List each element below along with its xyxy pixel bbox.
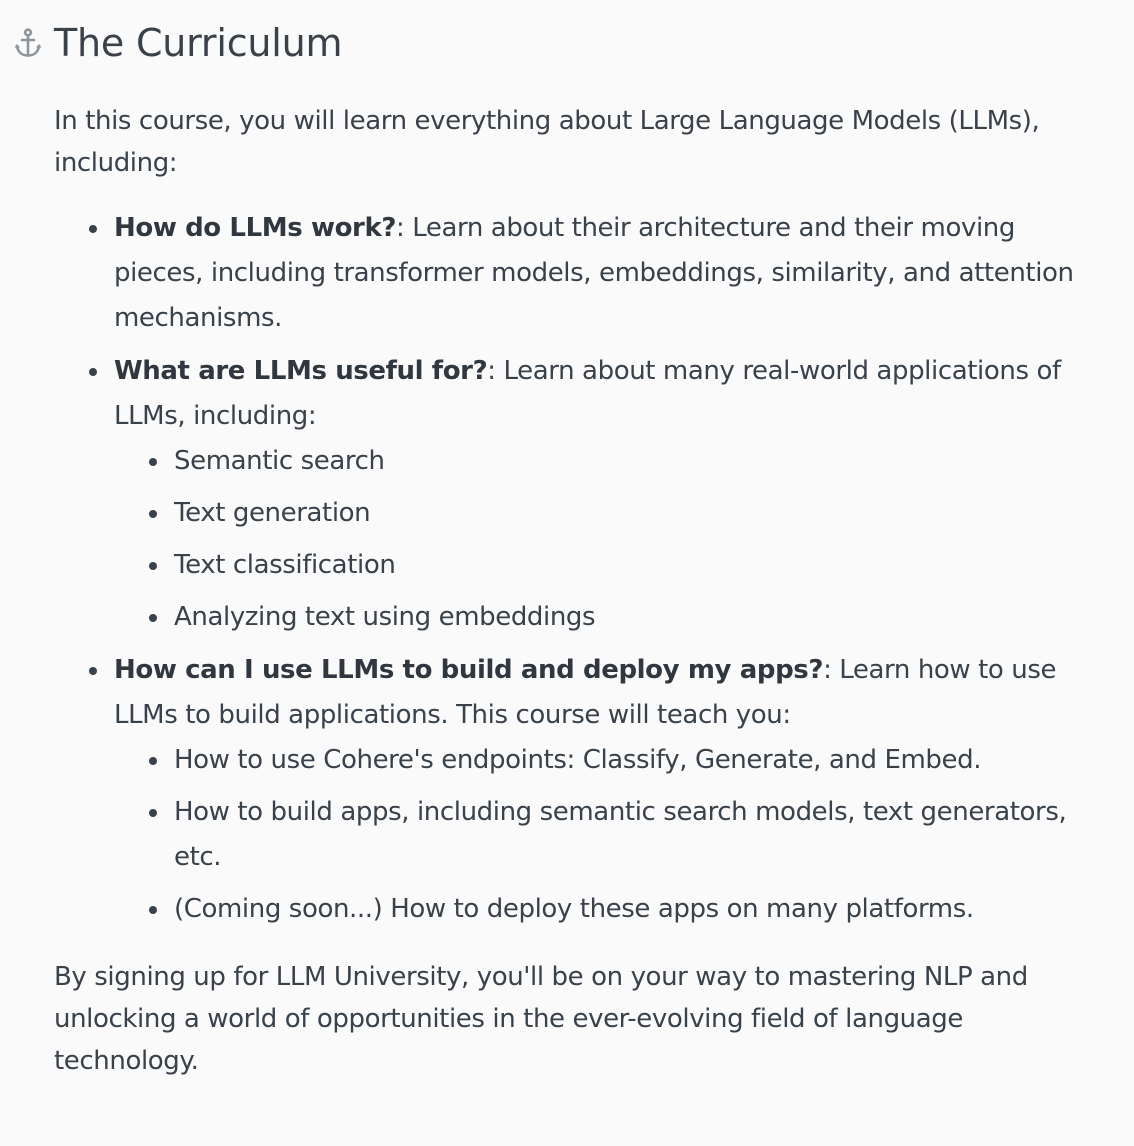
- curriculum-list: [54, 206, 1094, 932]
- list-item-text: : Learn how to use LLMs to build applications. This course will teach you:: [114, 655, 1057, 730]
- list-item-text: : Learn about their architecture and their moving pieces, including transformer models, embeddings, similarity, and attention mechanisms.: [114, 213, 1074, 333]
- list-item: [114, 349, 1094, 640]
- list-item-heading: How can I use LLMs to build and deploy my apps?: [114, 655, 824, 685]
- sub-list-item: Analyzing text using embeddings: [174, 595, 1094, 640]
- section-heading: [14, 18, 342, 68]
- sub-list-item: How to build apps, including semantic search models, text generators, etc.: [174, 790, 1094, 880]
- sub-list: [114, 738, 1094, 932]
- list-item: [114, 648, 1094, 932]
- sub-list-item: Text classification: [174, 543, 1094, 588]
- sub-list-item: (Coming soon...) How to deploy these apps on many platforms.: [174, 887, 1094, 932]
- list-item-text: : Learn about many real-world applications of LLMs, including:: [114, 356, 1061, 431]
- sub-list: [114, 439, 1094, 640]
- anchor-icon[interactable]: [14, 28, 42, 58]
- outro-paragraph: By signing up for LLM University, you'll be on your way to mastering NLP and unlocking a world of opportunities in the ever-evolving field of language technology.: [54, 962, 1028, 1076]
- article-body: [54, 100, 1094, 1082]
- list-item-heading: What are LLMs useful for?: [114, 356, 488, 386]
- list-item: [114, 206, 1094, 341]
- sub-list-item: Text generation: [174, 491, 1094, 536]
- list-item-heading: How do LLMs work?: [114, 213, 397, 243]
- page-title: The Curriculum: [54, 21, 343, 65]
- sub-list-item: Semantic search: [174, 439, 1094, 484]
- sub-list-item: How to use Cohere's endpoints: Classify, Generate, and Embed.: [174, 738, 1094, 783]
- intro-paragraph: In this course, you will learn everything about Large Language Models (LLMs), including:: [54, 106, 1040, 178]
